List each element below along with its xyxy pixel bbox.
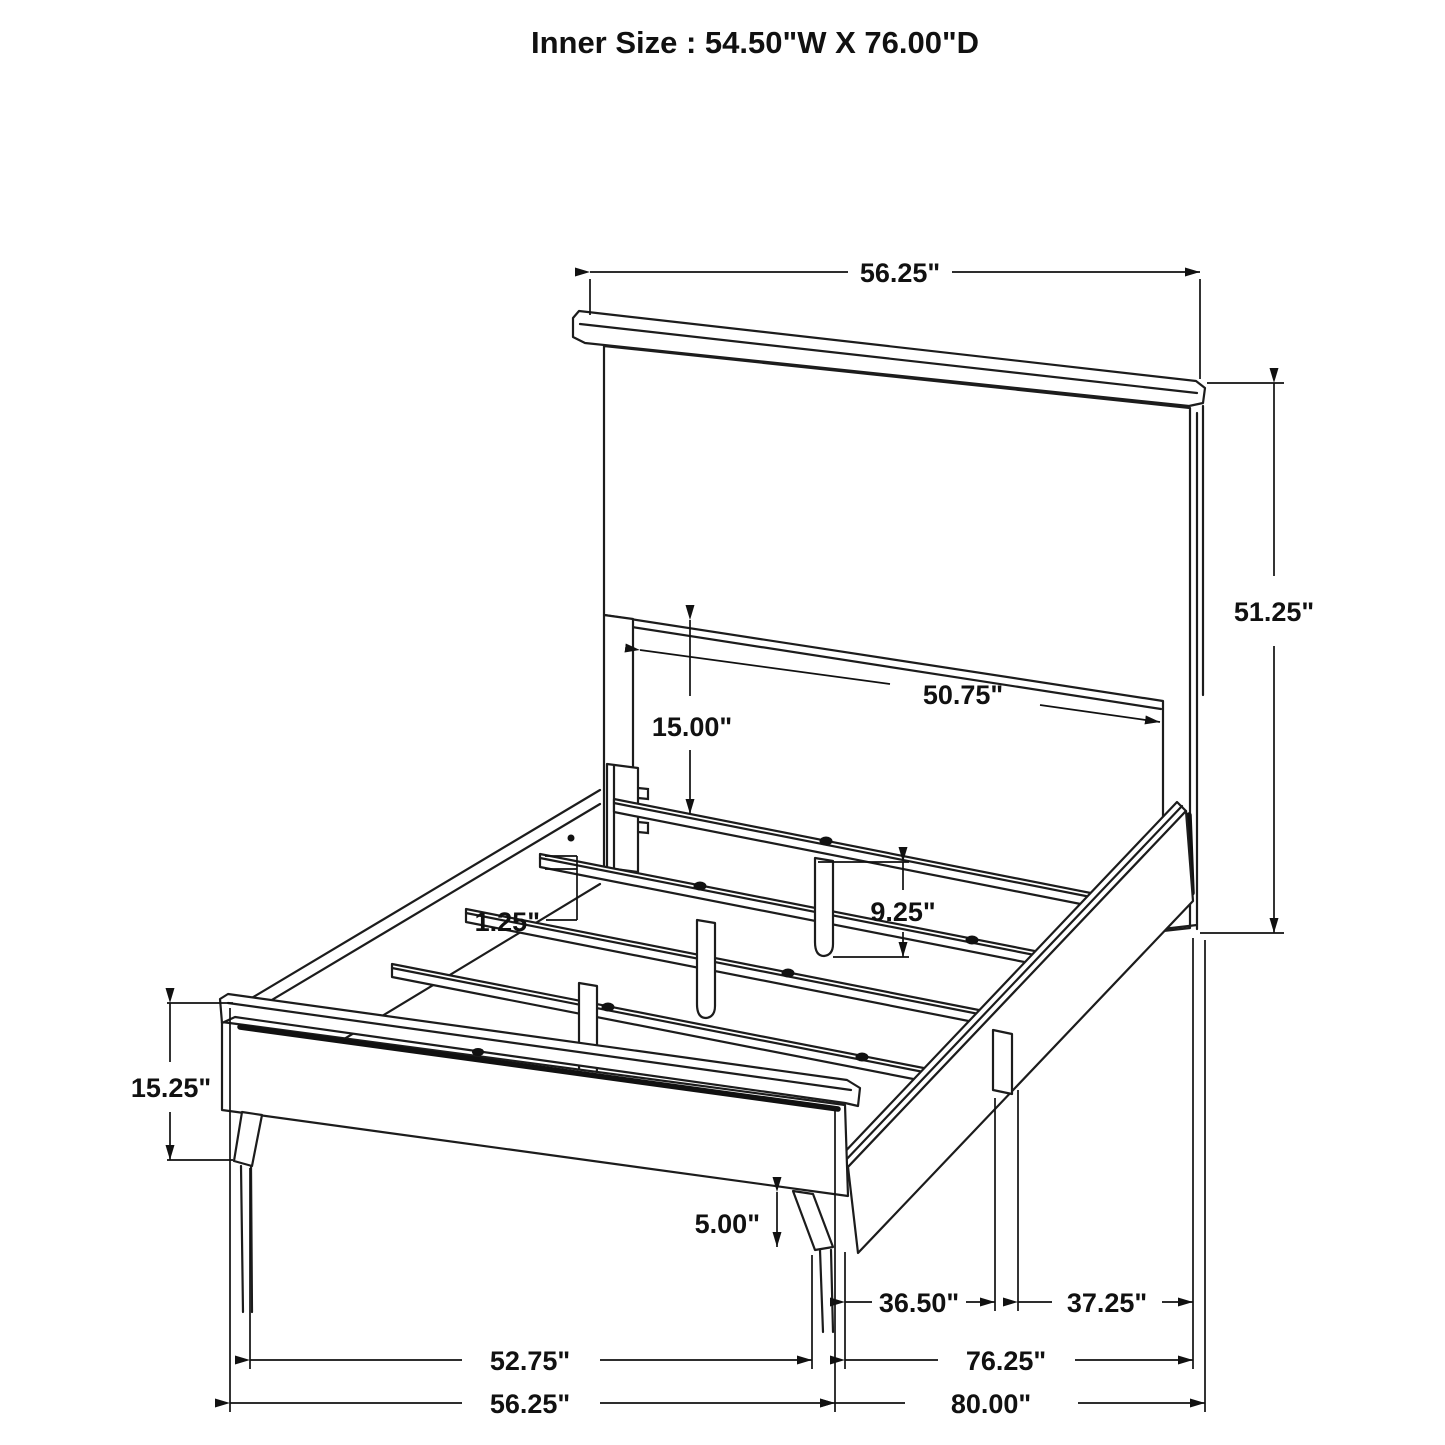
dim-line bbox=[1040, 705, 1160, 722]
dim-headboard-height bbox=[1200, 383, 1314, 933]
footboard-rear-right-leg bbox=[993, 1030, 1012, 1094]
rail-hook-bracket bbox=[607, 764, 638, 872]
screw-dot bbox=[694, 882, 707, 891]
leg-line bbox=[820, 1250, 823, 1332]
bracket-hook-lower bbox=[638, 822, 648, 833]
rail-front-face bbox=[848, 811, 1193, 1253]
dim-slat-thickness bbox=[475, 856, 577, 937]
dim-label: 52.75" bbox=[489, 1346, 571, 1376]
dim-line bbox=[640, 650, 890, 684]
dim-label: 5.00" bbox=[694, 1209, 760, 1239]
dim-label: 36.50" bbox=[878, 1288, 960, 1318]
screw-dot bbox=[856, 1053, 869, 1062]
footboard-front-right-leg bbox=[793, 1191, 833, 1250]
screw-dot bbox=[966, 936, 979, 945]
leg-line bbox=[241, 1166, 243, 1312]
dim-label: 9.25" bbox=[870, 897, 936, 927]
dim-label: 15.00" bbox=[651, 712, 733, 742]
leg-line bbox=[251, 1166, 252, 1312]
dim-label: 1.25" bbox=[474, 907, 540, 937]
dim-footboard-height bbox=[131, 1003, 233, 1160]
dim-label: 50.75" bbox=[922, 680, 1004, 710]
right-side-rail bbox=[839, 802, 1193, 1253]
screw-dot bbox=[568, 835, 575, 842]
support-leg bbox=[697, 920, 715, 1018]
dim-label: 56.25" bbox=[489, 1389, 571, 1419]
dim-footboard-inner-width bbox=[250, 1168, 812, 1376]
diagram-title: Inner Size : 54.50"W X 76.00"D bbox=[530, 25, 980, 60]
screw-dot bbox=[472, 1048, 484, 1056]
dim-label: 80.00" bbox=[950, 1389, 1032, 1419]
headboard-panel bbox=[604, 346, 1190, 931]
footboard-front-left-leg bbox=[234, 1112, 262, 1166]
dim-side-rail-length bbox=[845, 1346, 1193, 1376]
dim-floor-clearance bbox=[695, 1192, 777, 1247]
rail-top-edge-2 bbox=[245, 804, 600, 1016]
bracket-hook-upper bbox=[638, 788, 648, 799]
dim-center-leg-height bbox=[818, 862, 936, 957]
screw-dot bbox=[782, 969, 795, 978]
headboard bbox=[573, 311, 1205, 931]
dim-label: 37.25" bbox=[1066, 1288, 1148, 1318]
dim-label: 15.25" bbox=[130, 1073, 212, 1103]
screw-dot bbox=[602, 1003, 615, 1012]
dim-label: 76.25" bbox=[965, 1346, 1047, 1376]
leg-line bbox=[831, 1250, 833, 1332]
dim-panel-gap bbox=[652, 620, 732, 814]
support-leg bbox=[815, 858, 833, 956]
screw-dot bbox=[820, 837, 833, 846]
dim-label: 56.25" bbox=[859, 258, 941, 288]
dim-label: 51.25" bbox=[1233, 597, 1315, 627]
